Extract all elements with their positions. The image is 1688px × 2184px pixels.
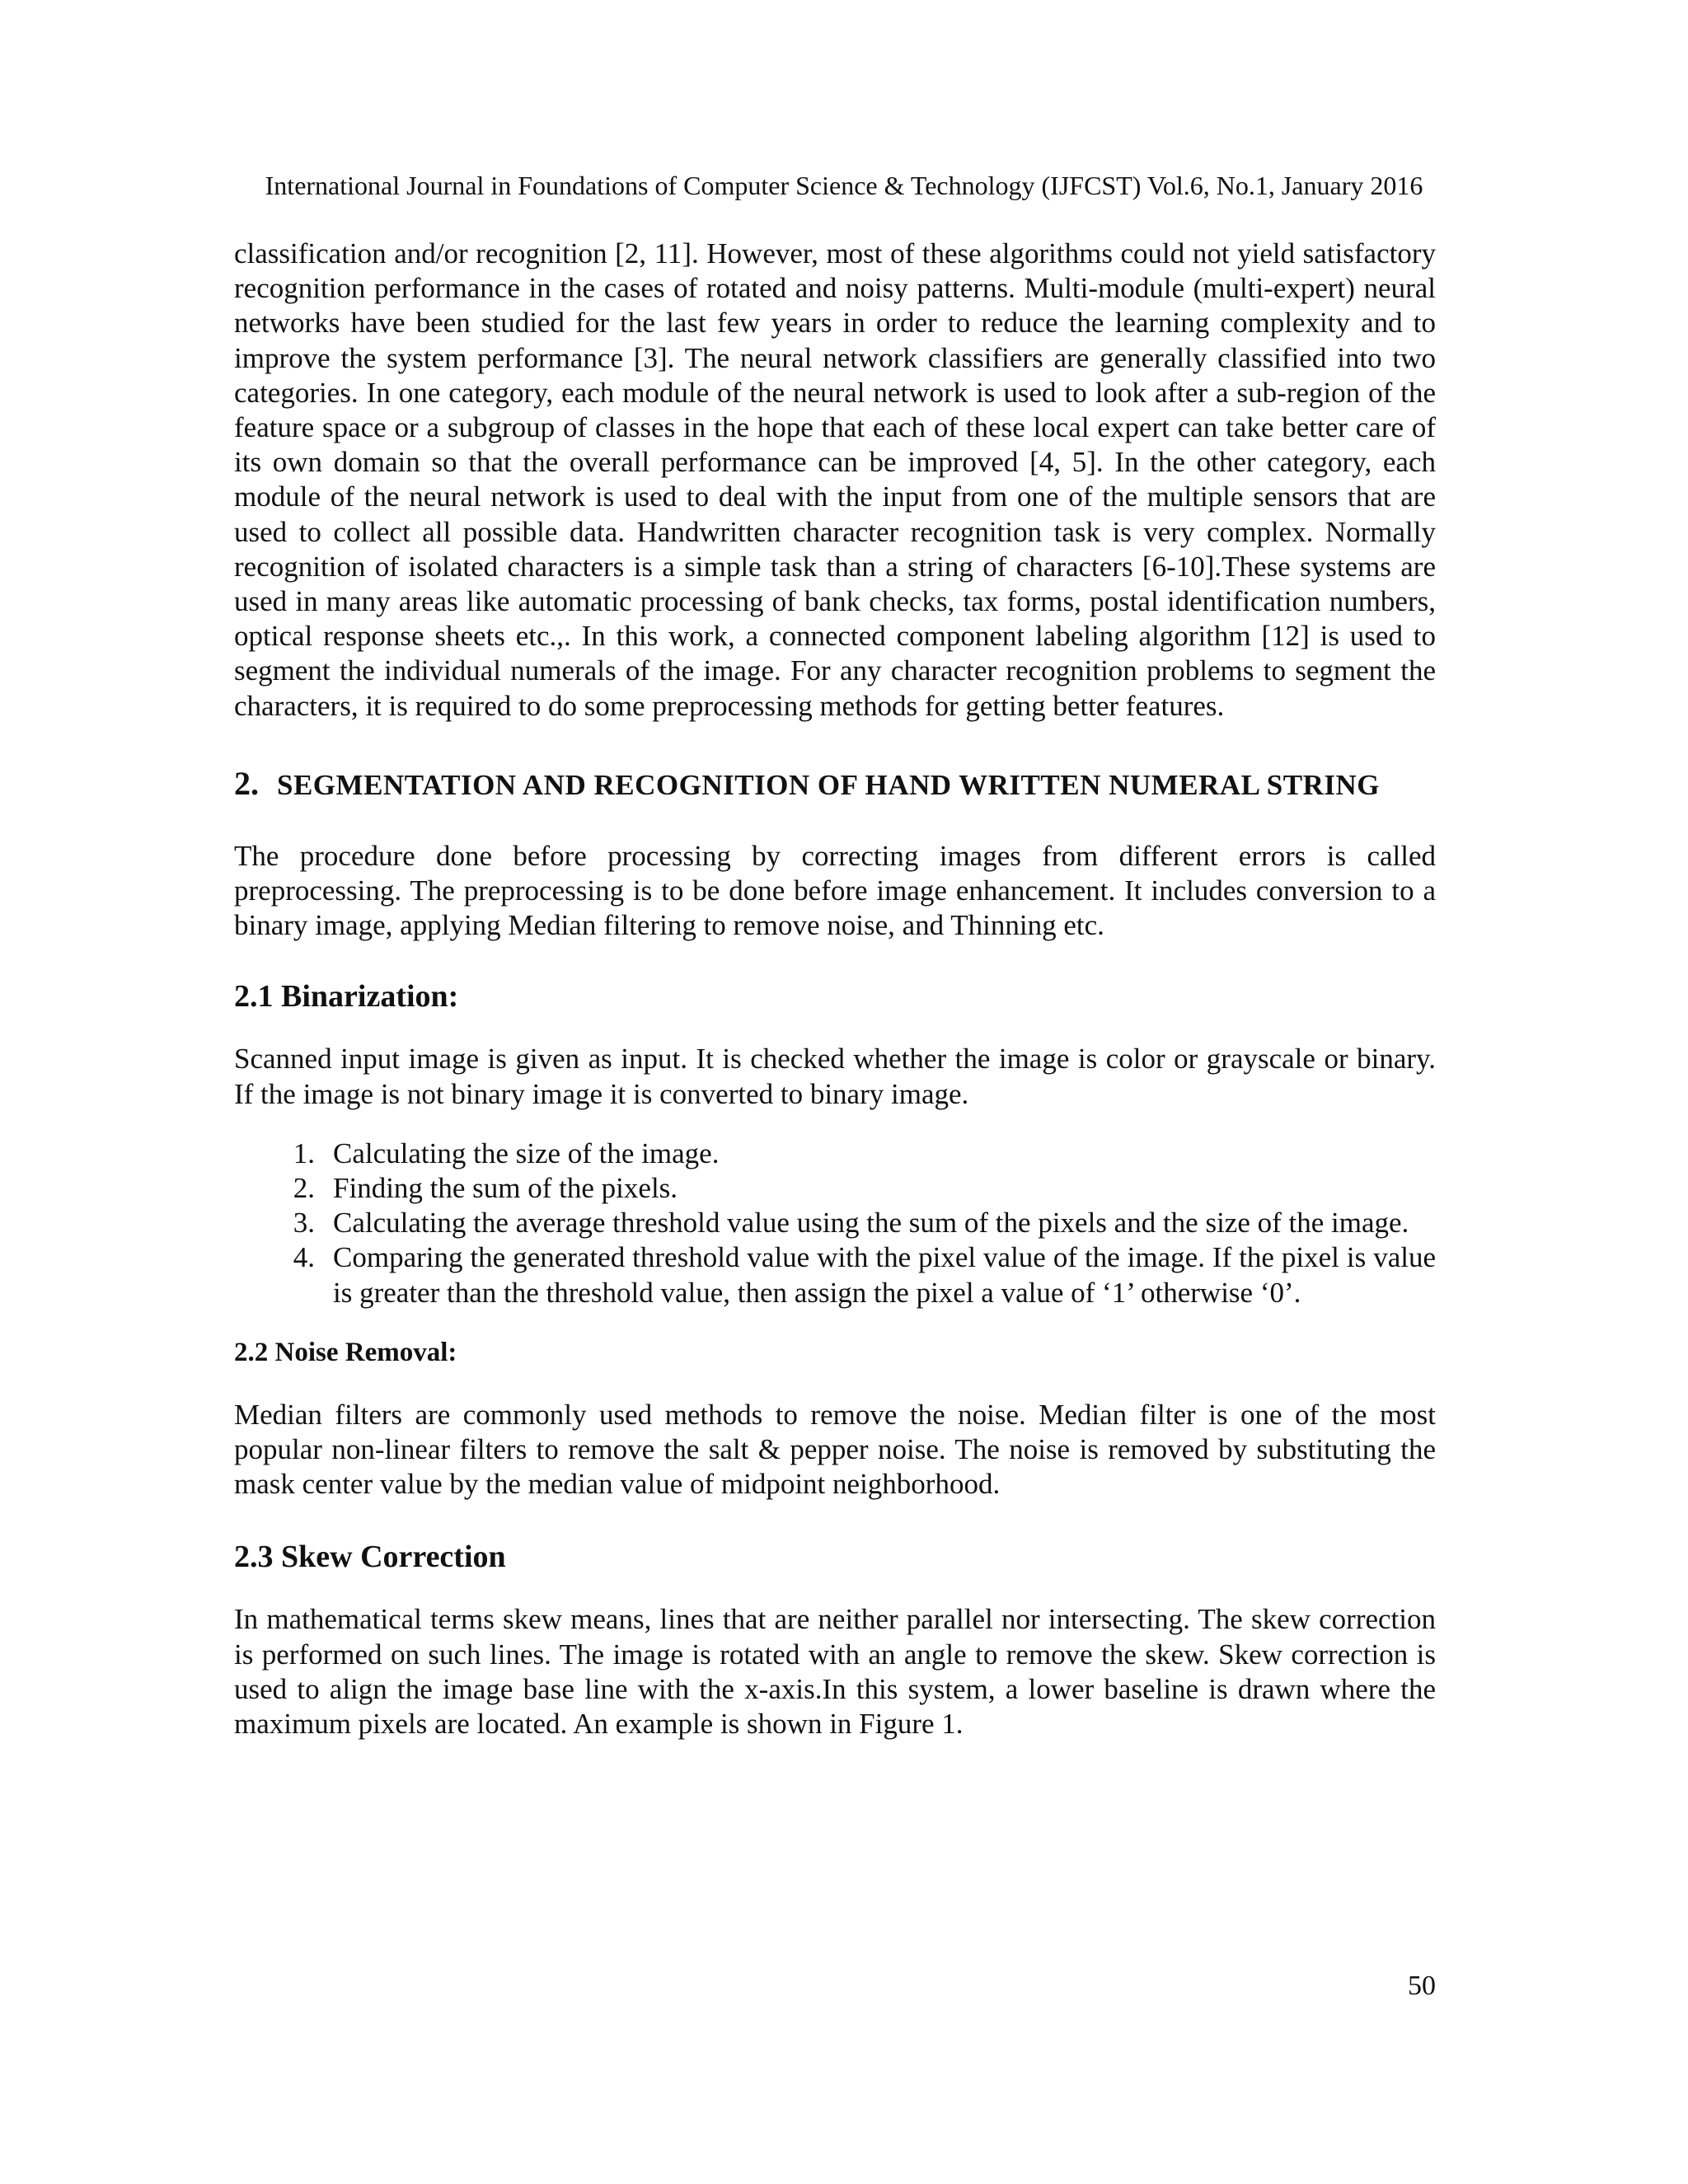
section-title: SEGMENTATION AND RECOGNITION OF HAND WRITTEN NUMERAL STRING: [277, 768, 1380, 801]
list-item-number: 2.: [293, 1172, 315, 1205]
binarization-paragraph: Scanned input image is given as input. It is checked whether the image is color or grayscale or binary. If the image is not binary image it is converted to binary image.: [234, 1043, 1436, 1110]
page-body: [234, 237, 1436, 1741]
list-item: [234, 1206, 1436, 1240]
subsection-heading-binarization: 2.1 Binarization:: [234, 979, 459, 1015]
subsection-heading-skew-correction: 2.3 Skew Correction: [234, 1540, 506, 1575]
list-item-text: Calculating the average threshold value using the sum of the pixels and the size of the image.: [333, 1207, 1409, 1240]
list-item-number: 4.: [293, 1241, 315, 1274]
noise-removal-paragraph: Median filters are commonly used methods to remove the noise. Median filter is one of the most popular non-linear filters to remove the salt & pepper noise. The noise is removed by substituting the mask center value by the median value of midpoint neighborhood.: [234, 1398, 1436, 1501]
subsection-heading-noise-removal: 2.2 Noise Removal:: [234, 1337, 457, 1367]
list-item-text: Comparing the generated threshold value with the pixel value of the image. If the pixel is value is greater than the threshold value, then assign the pixel a value of ‘1’ otherwise ‘0’.: [333, 1241, 1436, 1309]
preprocessing-paragraph: The procedure done before processing by correcting images from different errors is called preprocessing. The preprocessing is to be done before image enhancement. It includes conversion to a binary image, applying Median filtering to remove noise, and Thinning etc.: [234, 839, 1436, 942]
list-item-number: 3.: [293, 1207, 315, 1240]
section-heading-2: [234, 762, 1436, 808]
list-item: [234, 1240, 1436, 1310]
binarization-steps-list: [234, 1137, 1436, 1310]
section-number: 2.: [234, 764, 259, 802]
page-number: 50: [1408, 1971, 1436, 2001]
intro-paragraph: classification and/or recognition [2, 11]. However, most of these algorithms could not yield satisfactory recognition performance in the cases of rotated and noisy patterns. Multi-module (multi-expert) neural networks have been studied for the last few years in order to reduce the learning complexity and to improve the system performance [3]. The neural network classifiers are generally classified into two categories. In one category, each module of the neural network is used to look after a sub-region of the feature space or a subgroup of classes in the hope that each of these local expert can take better care of its own domain so that the overall performance can be improved [4, 5]. In the other category, each module of the neural network is used to deal with the input from one of the multiple sensors that are used to collect all possible data. Handwritten character recognition task is very complex. Normally recognition of isolated characters is a simple task than a string of characters [6-10].These systems are used in many areas like automatic processing of bank checks, tax forms, postal identification numbers, optical response sheets etc.,. In this work, a connected component labeling algorithm [12] is used to segment the individual numerals of the image. For any character recognition problems to segment the characters, it is required to do some preprocessing methods for getting better features.: [234, 237, 1436, 722]
list-item: [234, 1137, 1436, 1171]
journal-header: International Journal in Foundations of Computer Science & Technology (IJFCST) Vol.6, No.1, January 2016: [265, 171, 1423, 200]
list-item: [234, 1171, 1436, 1206]
list-item-text: Calculating the size of the image.: [333, 1137, 720, 1169]
list-item-text: Finding the sum of the pixels.: [333, 1172, 678, 1205]
list-item-number: 1.: [293, 1137, 315, 1169]
skew-correction-paragraph: In mathematical terms skew means, lines that are neither parallel nor intersecting. The skew correction is performed on such lines. The image is rotated with an angle to remove the skew. Skew correction is used to align the image base line with the x-axis.In this system, a lower baseline is drawn where the maximum pixels are located. An example is shown in Figure 1.: [234, 1603, 1436, 1741]
